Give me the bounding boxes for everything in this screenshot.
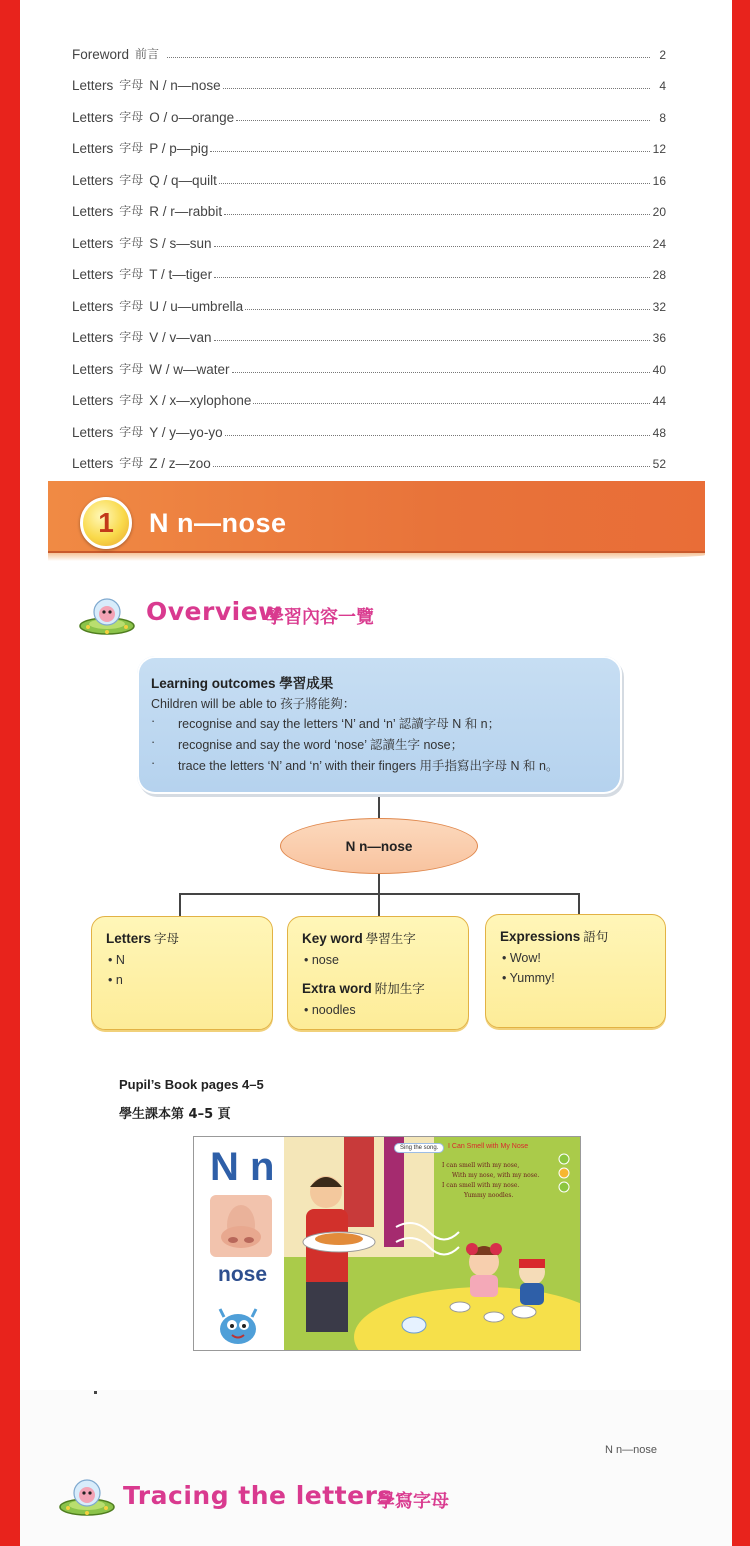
toc-leader-dots bbox=[210, 151, 650, 152]
toc-page-number: 12 bbox=[652, 142, 666, 156]
toc-row bbox=[72, 345, 666, 377]
tracing-title: Tracing the letters bbox=[123, 1481, 393, 1510]
table-of-contents bbox=[72, 30, 666, 471]
toc-page-number: 36 bbox=[652, 331, 666, 345]
toc-leader-dots bbox=[214, 340, 650, 341]
overview-subtitle: 學習內容一覽 bbox=[266, 607, 374, 628]
list-item bbox=[151, 756, 558, 777]
bullet: · bbox=[151, 714, 156, 728]
toc-label-cjk: 字母 bbox=[119, 78, 144, 92]
toc-page-number: 28 bbox=[652, 268, 666, 282]
toc-label-cjk: 字母 bbox=[119, 172, 144, 187]
page-footer-label: N n—nose bbox=[605, 1444, 657, 1456]
toc-label: Letters bbox=[72, 456, 114, 471]
learning-outcomes-list bbox=[151, 714, 558, 777]
song-lyrics bbox=[442, 1161, 539, 1201]
toc-entry-text: U / u—umbrella bbox=[149, 298, 244, 314]
toc-leader-dots bbox=[167, 57, 650, 58]
toc-label: Letters bbox=[72, 267, 114, 282]
expressions-heading: Expressions 語句 bbox=[500, 929, 609, 944]
toc-entry-text: X / x—xylophone bbox=[149, 393, 252, 408]
toc-entry-text: S / s—sun bbox=[149, 235, 212, 251]
toc-entry-text: P / p—pig bbox=[149, 141, 209, 156]
chapter-banner bbox=[48, 481, 705, 551]
expressions-box bbox=[485, 914, 666, 1028]
toc-label: Letters bbox=[72, 393, 114, 408]
toc-row bbox=[72, 156, 666, 188]
toc-entry-text: R / r—rabbit bbox=[149, 204, 223, 219]
key-word-heading: Key word 學習生字 bbox=[302, 931, 416, 946]
connector-line bbox=[179, 893, 580, 895]
toc-label-cjk: 字母 bbox=[119, 204, 144, 218]
toc-entry-text: Z / z—zoo bbox=[149, 456, 211, 471]
list-item bbox=[151, 735, 558, 756]
document-page bbox=[20, 0, 732, 1546]
toc-leader-dots bbox=[253, 403, 650, 404]
toc-leader-dots bbox=[223, 88, 650, 89]
toc-row bbox=[72, 30, 666, 62]
toc-label: Letters bbox=[72, 78, 114, 93]
toc-leader-dots bbox=[236, 120, 650, 121]
outcome-text: trace the letters ‘N’ and ‘n’ with their fingers 用手指寫出字母 N 和 n。 bbox=[178, 759, 559, 773]
outcome-text: recognise and say the letters ‘N’ and ‘n’ 認讀字母 N 和 n； bbox=[178, 717, 501, 731]
ufo-mascot-icon bbox=[78, 594, 136, 640]
pupils-book-pages-cjk: 學生課本第 4–5 頁 bbox=[119, 1107, 231, 1122]
sing-the-song-label: Sing the song. bbox=[394, 1143, 444, 1153]
blue-mascot-icon bbox=[216, 1305, 260, 1345]
toc-row bbox=[72, 314, 666, 346]
book-left-page bbox=[194, 1137, 284, 1351]
toc-label: Letters bbox=[72, 298, 114, 314]
connector-line bbox=[179, 893, 181, 916]
list-item: • n bbox=[108, 973, 123, 987]
list-item: • nose bbox=[304, 953, 339, 967]
toc-leader-dots bbox=[245, 309, 650, 310]
connector-line bbox=[578, 893, 580, 916]
book-right-page bbox=[284, 1137, 581, 1351]
song-line: Yummy noodles. bbox=[464, 1192, 514, 1199]
toc-label-cjk: 字母 bbox=[119, 141, 144, 155]
toc-row bbox=[72, 251, 666, 283]
toc-page-number: 32 bbox=[652, 299, 666, 314]
toc-entry-text: O / o—orange bbox=[149, 109, 235, 125]
toc-label-cjk: 字母 bbox=[119, 456, 144, 470]
toc-page-number: 24 bbox=[652, 236, 666, 251]
toc-row bbox=[72, 93, 666, 125]
pupils-book-pages: Pupil’s Book pages 4–5 bbox=[119, 1077, 264, 1092]
toc-leader-dots bbox=[225, 435, 650, 436]
toc-row bbox=[72, 377, 666, 409]
toc-entry-text: Y / y—yo-yo bbox=[149, 424, 223, 440]
scan-mark bbox=[94, 1391, 97, 1394]
toc-page-number: 20 bbox=[652, 205, 666, 219]
next-page-area bbox=[20, 1390, 732, 1546]
book-word: nose bbox=[218, 1263, 268, 1286]
toc-label: Letters bbox=[72, 109, 114, 125]
key-word-box bbox=[287, 916, 469, 1030]
banner-underline bbox=[48, 551, 705, 561]
toc-leader-dots bbox=[214, 277, 650, 278]
toc-page-number: 52 bbox=[652, 457, 666, 471]
outcome-text: recognise and say the word ‘nose’ 認讀生字 nose； bbox=[178, 738, 464, 752]
toc-label: Letters bbox=[72, 141, 114, 156]
extra-word-heading: Extra word 附加生字 bbox=[302, 981, 425, 996]
toc-row bbox=[72, 219, 666, 251]
list-item bbox=[151, 714, 558, 735]
song-line: I can smell with my nose, bbox=[442, 1162, 520, 1169]
toc-label-cjk: 前言 bbox=[135, 46, 160, 61]
list-item: • noodles bbox=[304, 1003, 356, 1017]
toc-page-number: 4 bbox=[659, 79, 666, 93]
toc-label-cjk: 字母 bbox=[119, 298, 144, 313]
toc-label-cjk: 字母 bbox=[119, 267, 144, 281]
list-item: • Wow! bbox=[502, 951, 541, 965]
toc-entry-text: V / v—van bbox=[149, 330, 212, 345]
toc-row bbox=[72, 188, 666, 220]
overview-title: Overview bbox=[146, 597, 282, 626]
toc-label-cjk: 字母 bbox=[119, 393, 144, 407]
connector-line bbox=[378, 893, 380, 916]
toc-page-number: 44 bbox=[652, 394, 666, 408]
toc-leader-dots bbox=[224, 214, 650, 215]
letters-heading: Letters 字母 bbox=[106, 931, 180, 946]
toc-page-number: 16 bbox=[652, 173, 666, 188]
toc-label-cjk: 字母 bbox=[119, 361, 144, 376]
toc-page-number: 2 bbox=[659, 47, 666, 62]
toc-label: Foreword bbox=[72, 46, 130, 62]
toc-label: Letters bbox=[72, 424, 114, 440]
book-letters: N n bbox=[210, 1145, 275, 1189]
toc-label: Letters bbox=[72, 361, 114, 377]
tracing-subtitle: 學寫字母 bbox=[377, 1491, 449, 1512]
toc-entry-text: W / w—water bbox=[149, 361, 230, 377]
ufo-mascot-icon bbox=[58, 1475, 116, 1521]
learning-outcomes-heading: Learning outcomes 學習成果 bbox=[151, 676, 334, 691]
toc-page-number: 40 bbox=[652, 362, 666, 377]
toc-page-number: 8 bbox=[659, 110, 666, 125]
connector-line bbox=[378, 874, 380, 894]
toc-page-number: 48 bbox=[652, 425, 666, 440]
letters-box bbox=[91, 916, 273, 1030]
toc-label: Letters bbox=[72, 204, 114, 219]
toc-label: Letters bbox=[72, 235, 114, 251]
toc-label-cjk: 字母 bbox=[119, 424, 144, 439]
song-line: I can smell with my nose. bbox=[442, 1182, 520, 1189]
learning-outcomes-box bbox=[137, 656, 622, 794]
toc-row bbox=[72, 62, 666, 94]
toc-label-cjk: 字母 bbox=[119, 109, 144, 124]
list-item: • Yummy! bbox=[502, 971, 555, 985]
toc-row bbox=[72, 408, 666, 440]
toc-leader-dots bbox=[232, 372, 650, 373]
learning-outcomes-intro: Children will be able to 孩子將能夠： bbox=[151, 697, 356, 711]
toc-label-cjk: 字母 bbox=[119, 330, 144, 344]
list-item: • N bbox=[108, 953, 125, 967]
toc-entry-text: Q / q—quilt bbox=[149, 172, 217, 188]
bullet: · bbox=[151, 735, 156, 749]
nose-photo-icon bbox=[210, 1195, 272, 1257]
pupils-book-illustration bbox=[193, 1136, 581, 1351]
song-line: With my nose, with my nose. bbox=[452, 1172, 540, 1179]
topic-oval: N n—nose bbox=[280, 818, 478, 874]
toc-label: Letters bbox=[72, 172, 114, 188]
song-title: I Can Smell with My Nose bbox=[448, 1143, 529, 1150]
toc-row bbox=[72, 125, 666, 157]
chapter-title: N n—nose bbox=[149, 508, 287, 538]
toc-entry-text: T / t—tiger bbox=[149, 267, 213, 282]
toc-row bbox=[72, 282, 666, 314]
toc-row bbox=[72, 440, 666, 472]
connector-line bbox=[378, 797, 380, 818]
toc-leader-dots bbox=[214, 246, 650, 247]
toc-leader-dots bbox=[213, 466, 650, 467]
bullet: · bbox=[151, 756, 156, 770]
toc-label: Letters bbox=[72, 330, 114, 345]
toc-leader-dots bbox=[219, 183, 650, 184]
toc-entry-text: N / n—nose bbox=[149, 78, 221, 93]
chapter-number-badge: 1 bbox=[80, 497, 132, 549]
toc-label-cjk: 字母 bbox=[119, 235, 144, 250]
